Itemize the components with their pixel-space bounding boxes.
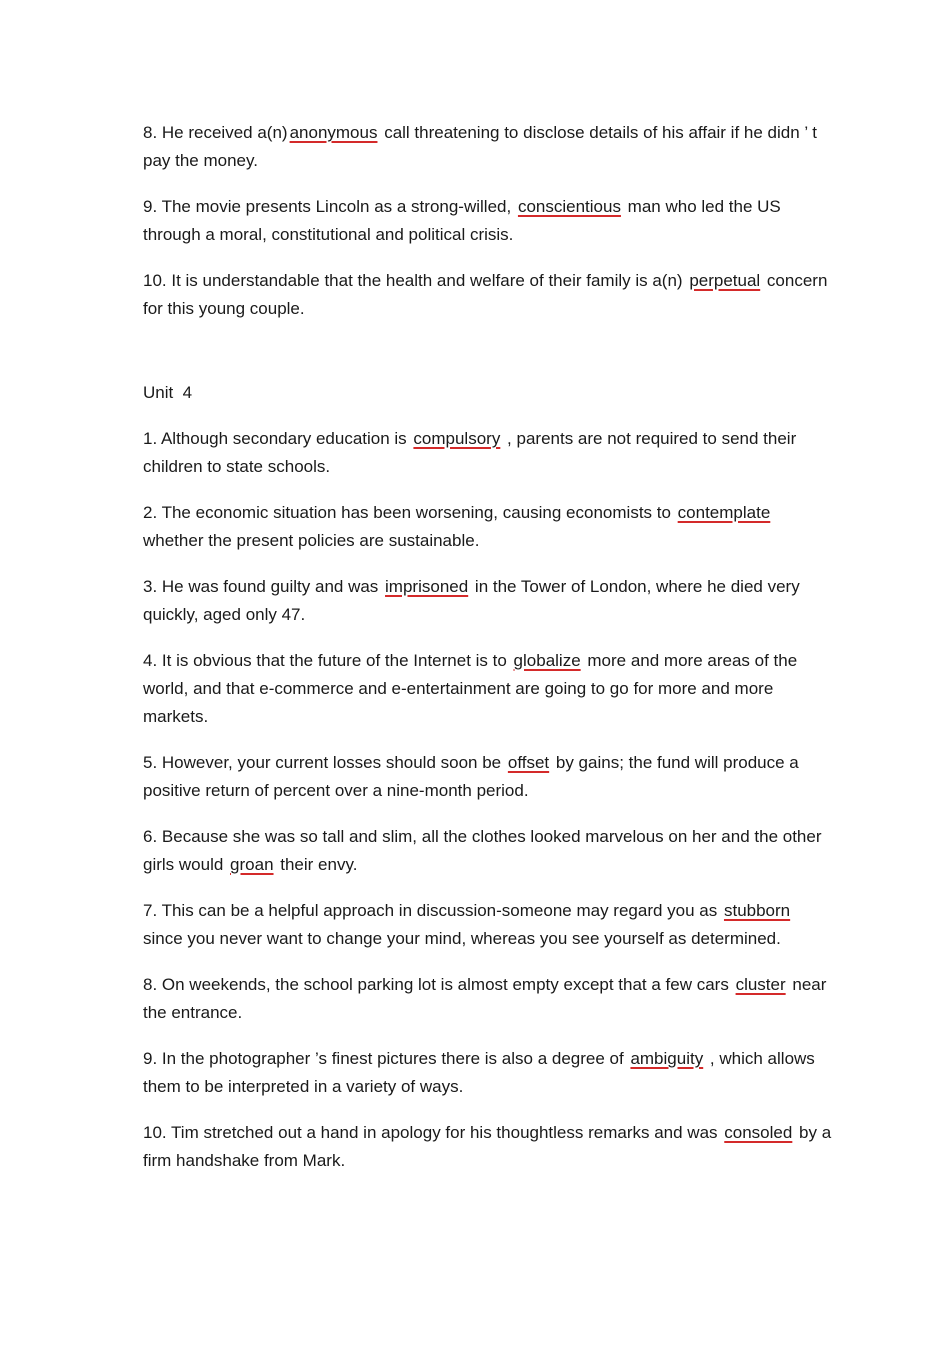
- answer-word: perpetual: [689, 271, 761, 290]
- answer-word: stubborn: [723, 901, 791, 920]
- document-page: [143, 119, 833, 1175]
- sentence-1-10: 10. It is understandable that the health and welfare of their family is a(n) perpetual concern for this young couple.: [143, 271, 828, 318]
- sentence-4-3: 3. He was found guilty and was imprisoned in the Tower of London, where he died very quickly, aged only 47.: [143, 577, 800, 624]
- answer-word: groan: [230, 855, 274, 874]
- sentence-4-1: 1. Although secondary education is compulsory , parents are not required to send their children to state schools.: [143, 429, 797, 476]
- sentence-1-9: 9. The movie presents Lincoln as a strong-willed, conscientious man who led the US through a moral, constitutional and political crisis.: [143, 197, 781, 244]
- answer-word: offset: [507, 753, 550, 772]
- answer-word: compulsory: [413, 429, 501, 448]
- answer-word: cluster: [735, 975, 786, 994]
- sentence-4-5: 5. However, your current losses should soon be offset by gains; the fund will produce a positive return of percent over a nine-month period.: [143, 753, 799, 800]
- answer-word: contemplate: [677, 503, 771, 522]
- answer-word: conscientious: [517, 197, 621, 216]
- answer-word: ambiguity: [630, 1049, 704, 1068]
- sentence-4-6: 6. Because she was so tall and slim, all the clothes looked marvelous on her and the other girls would groan their envy.: [143, 827, 822, 874]
- answer-word: anonymous: [289, 123, 378, 142]
- sentence-4-9: 9. In the photographer ’s finest pictures there is also a degree of ambiguity , which allows them to be interpreted in a variety of ways.: [143, 1049, 815, 1096]
- answer-word: imprisoned: [385, 577, 469, 596]
- sentence-4-8: 8. On weekends, the school parking lot is almost empty except that a few cars cluster near the entrance.: [143, 975, 827, 1022]
- unit-heading: Unit 4: [143, 383, 193, 402]
- answer-word: globalize: [513, 651, 581, 670]
- sentence-4-10: 10. Tim stretched out a hand in apology for his thoughtless remarks and was consoled by a firm handshake from Mark.: [143, 1123, 832, 1170]
- sentence-4-4: 4. It is obvious that the future of the Internet is to globalize more and more areas of the world, and that e-commerce and e-entertainment are going to go for more and more markets.: [143, 651, 798, 726]
- sentence-4-7: 7. This can be a helpful approach in discussion-someone may regard you as stubborn since you never want to change your mind, whereas you see yourself as determined.: [143, 901, 791, 948]
- answer-word: consoled: [724, 1123, 793, 1142]
- sentence-4-2: 2. The economic situation has been worsening, causing economists to contemplate whether the present policies are sustainable.: [143, 503, 771, 550]
- sentence-1-8: 8. He received a(n) anonymous call threatening to disclose details of his affair if he didn ’ t pay the money.: [143, 123, 817, 170]
